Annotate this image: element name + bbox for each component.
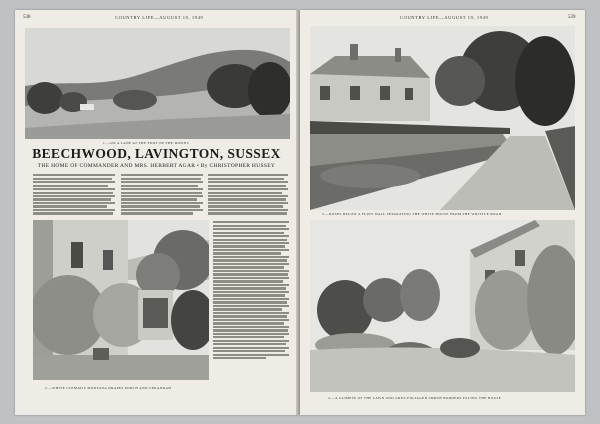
article-title: BEECHWOOD, LAVINGTON, SUSSEX: [32, 146, 281, 161]
text-column-2: [121, 173, 203, 216]
left-running-head: COUNTRY LIFE—AUGUST 19, 1949: [115, 15, 204, 20]
photo-clematis-porch: [33, 220, 209, 380]
right-page-number: 539: [568, 15, 576, 20]
photo-lawn-shrubs: [310, 220, 575, 392]
caption-photo-1: 1.—ON A LANE AT THE FOOT OF THE DOWNS: [103, 141, 190, 145]
caption-photo-2: 2.—WHITE CLEMATIS MONTANA DRAPES PORCH AND VERANDAH: [45, 386, 172, 390]
text-column-1: [33, 173, 115, 216]
left-page: [15, 10, 298, 415]
caption-photo-4: 4.—A GLIMPSE OF THE LAWN AND GREY-FOLIAGED SHRUB BORDERS FACING THE HOUSE: [328, 396, 502, 400]
article-subtitle: THE HOME OF COMMANDER AND MRS. HERBERT AGAR • By CHRISTOPHER HUSSEY: [37, 163, 276, 169]
photo-flint-wall-road: [310, 26, 575, 210]
right-running-head: COUNTRY LIFE—AUGUST 19, 1949: [400, 15, 489, 20]
right-page: [300, 10, 585, 415]
photo-downs-lane: [25, 28, 290, 139]
text-column-4: [213, 220, 289, 380]
caption-photo-3: 3.—ROSES BELOW A FLINT WALL SEPARATING THE WHITE HOUSE FROM THE WRITTLE ROAD: [322, 212, 502, 216]
magazine-spread: [15, 10, 585, 415]
text-column-3: [208, 173, 288, 216]
left-page-number: 538: [23, 15, 31, 20]
